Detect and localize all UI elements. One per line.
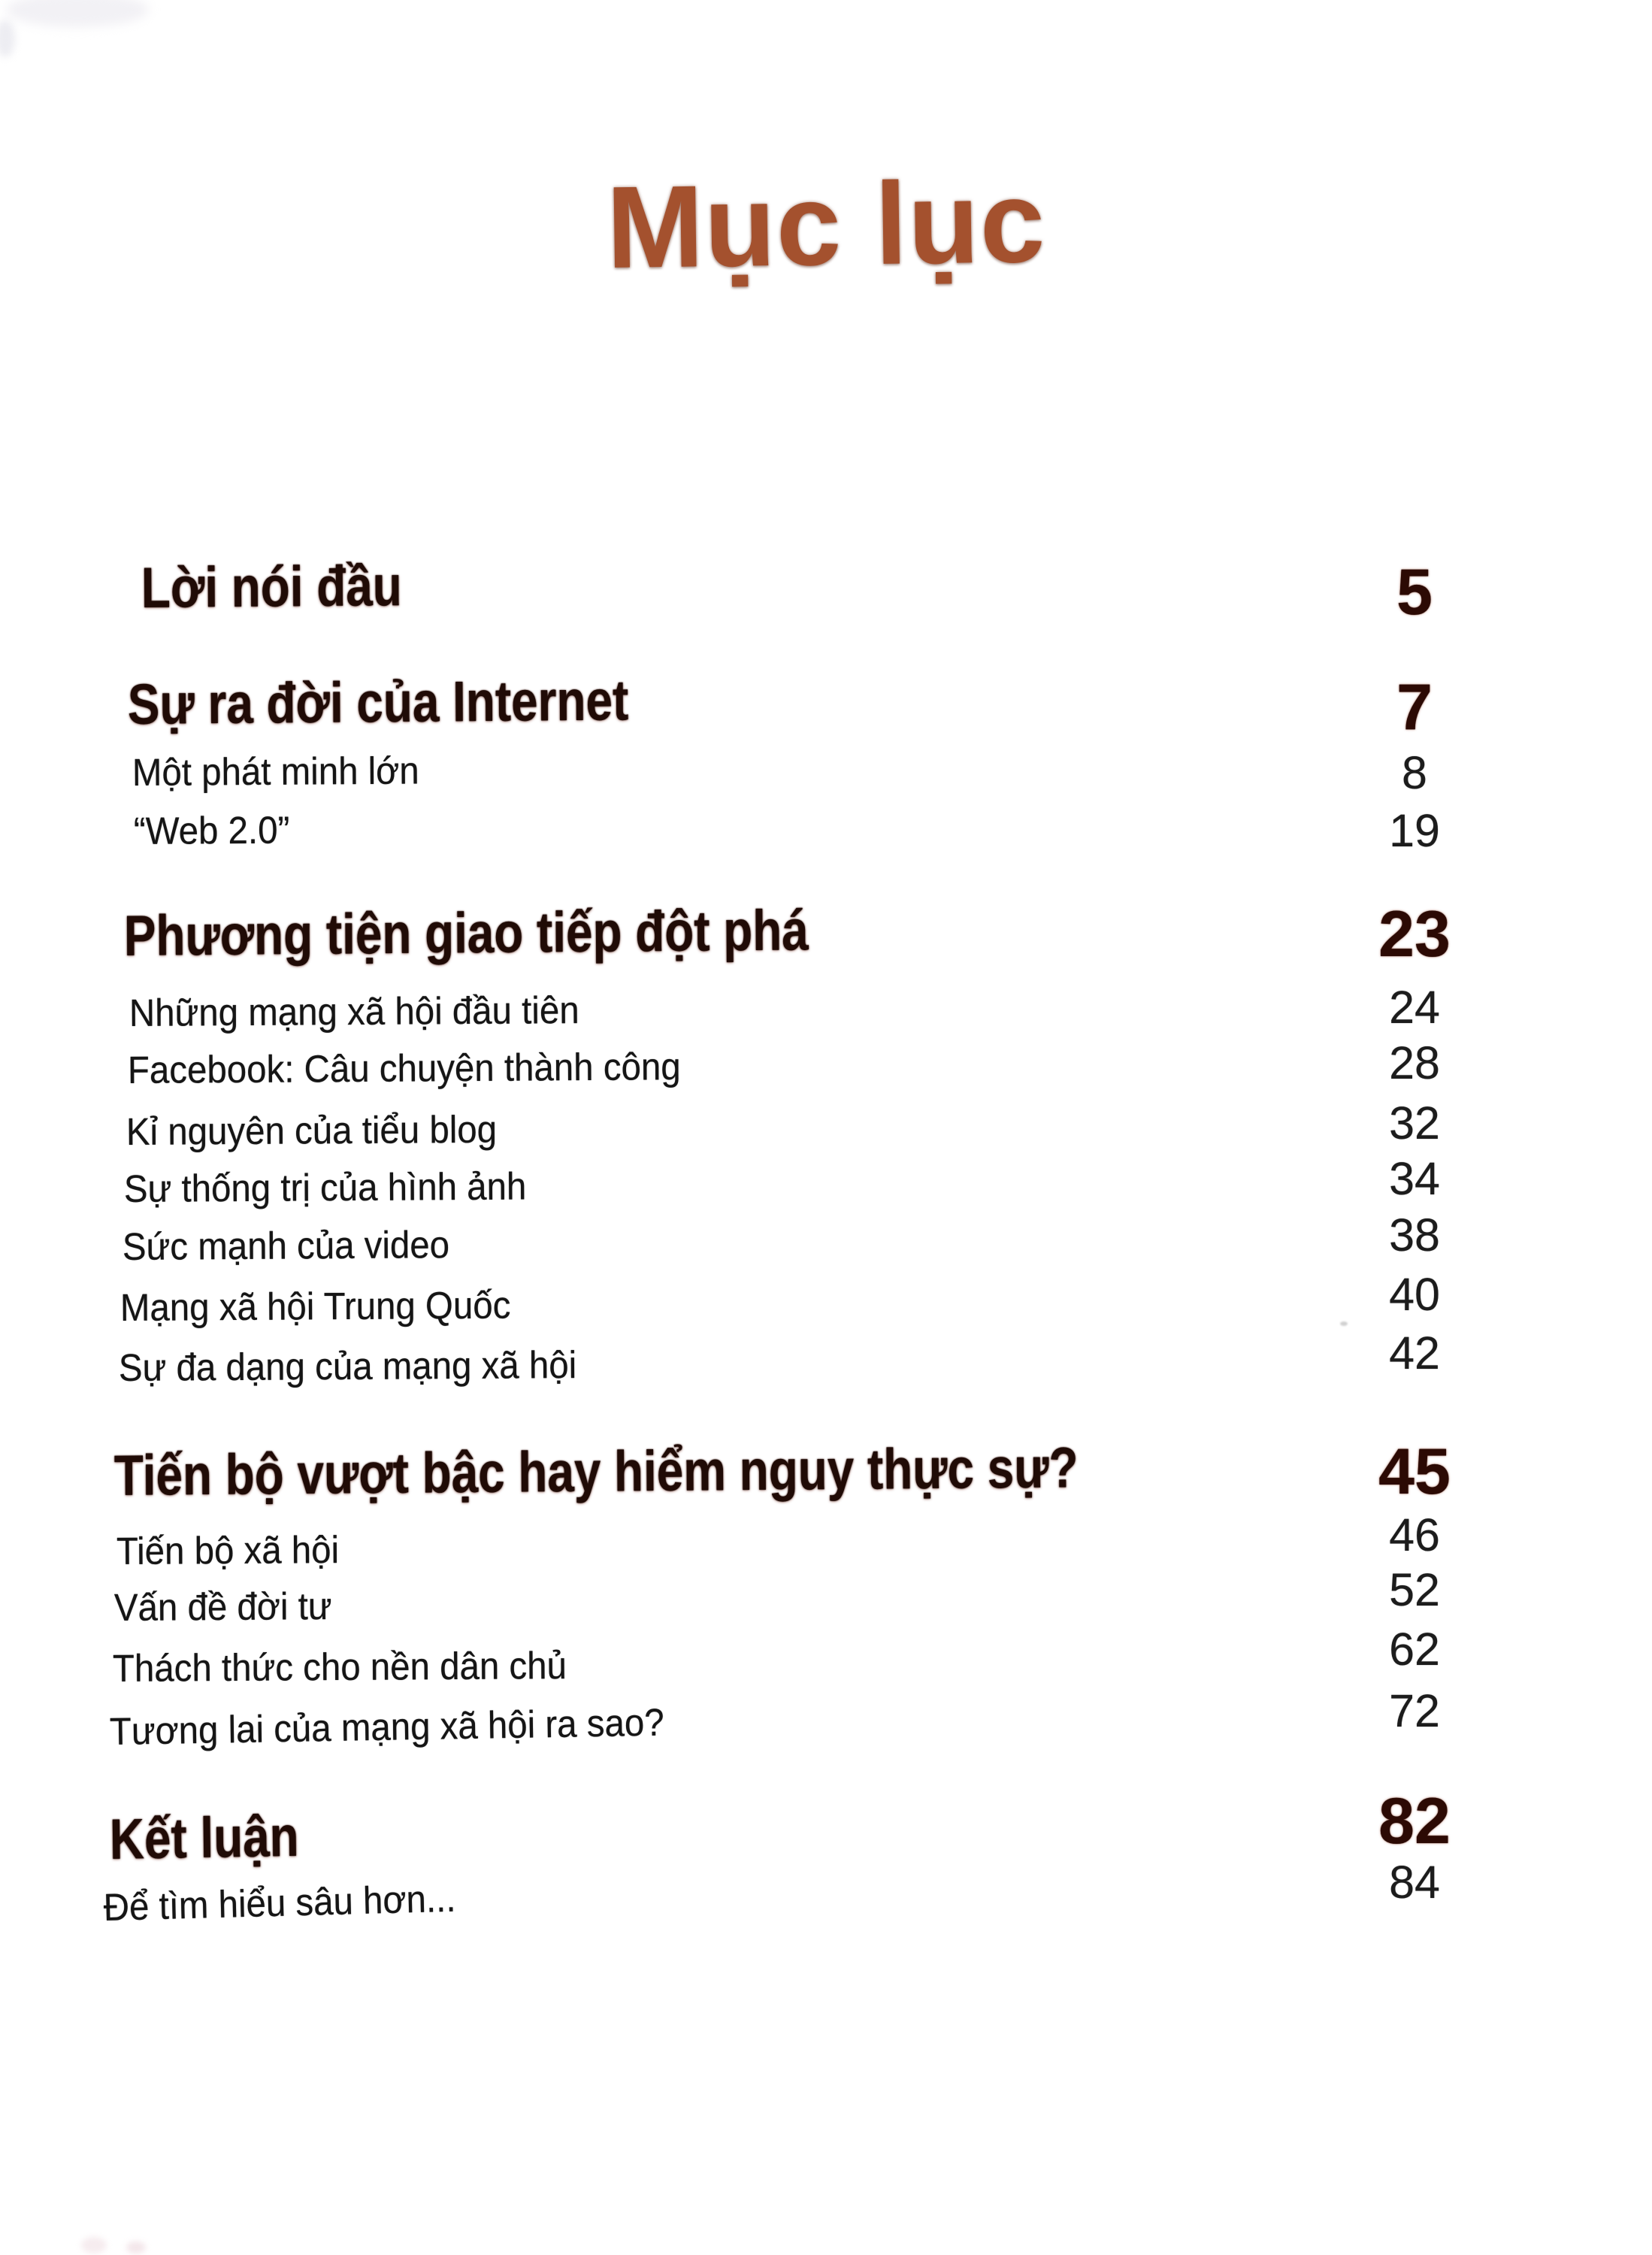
toc-entry-label: Để tìm hiểu sâu hơn...: [103, 1876, 457, 1929]
toc-entry-label: Tiến bộ xã hội: [116, 1528, 340, 1572]
scan-smudge: [6, 0, 149, 27]
toc-entry-page-number: 34: [1389, 1153, 1440, 1204]
toc-entry-label: Tiến bộ vượt bậc hay hiểm nguy thực sự?: [113, 1436, 1079, 1508]
toc-entry-label: Lời nói đầu: [141, 554, 402, 620]
toc-entry-page-number: 52: [1389, 1564, 1440, 1615]
toc-entry-label: Những mạng xã hội đầu tiên: [129, 988, 579, 1034]
toc-entry-page-number: 19: [1389, 805, 1440, 856]
toc-entry-page-number: 45: [1378, 1436, 1451, 1508]
scan-speck: [81, 2237, 107, 2253]
toc-entry-label: Phương tiện giao tiếp đột phá: [123, 898, 809, 968]
toc-entry-page-number: 32: [1389, 1097, 1440, 1149]
toc-entry-label: Vấn đề đời tư: [113, 1585, 332, 1629]
toc-entry-label: Kỉ nguyên của tiểu blog: [126, 1107, 498, 1153]
toc-entry-page-number: 84: [1389, 1857, 1440, 1908]
toc-entry-page-number: 72: [1389, 1685, 1440, 1736]
toc-entry: [0, 1685, 1652, 1795]
scan-speck: [126, 2241, 146, 2253]
toc-entry-label: Facebook: Câu chuyện thành công: [127, 1045, 681, 1091]
toc-entry-label: Kết luận: [109, 1804, 300, 1872]
toc-entry-page-number: 42: [1389, 1327, 1440, 1379]
toc-entry: [0, 805, 1652, 894]
toc-entry-label: Sự thống trị của hình ảnh: [123, 1164, 527, 1210]
toc-entry-label: Một phát minh lớn: [132, 749, 419, 794]
toc-entry: [0, 1327, 1652, 1431]
toc-entry-page-number: 24: [1389, 982, 1440, 1033]
toc-entry-page-number: 62: [1389, 1624, 1440, 1675]
toc-entry-page-number: 40: [1389, 1269, 1440, 1320]
toc-entry-page-number: 5: [1396, 556, 1433, 628]
toc-entry-label: Sự ra đời của Internet: [127, 668, 629, 737]
toc-entry-label: “Web 2.0”: [133, 808, 290, 852]
toc-entry-label: Sự đa dạng của mạng xã hội: [118, 1342, 577, 1389]
toc-entry-page-number: 82: [1378, 1785, 1451, 1857]
toc-entry-page-number: 23: [1378, 898, 1451, 970]
toc-entry-label: Thách thức cho nền dân chủ: [112, 1644, 567, 1690]
toc-entry: [0, 554, 1652, 643]
toc-entry-label: Tương lai của mạng xã hội ra sao?: [109, 1700, 664, 1753]
toc-entry: [0, 1857, 1652, 1971]
toc-entry: [0, 898, 1652, 991]
toc-entry-page-number: 46: [1389, 1509, 1440, 1560]
scan-smudge: [0, 20, 15, 57]
toc-entry-page-number: 28: [1389, 1037, 1440, 1088]
toc-entry-page-number: 7: [1396, 671, 1433, 743]
toc-entry-page-number: 38: [1389, 1209, 1440, 1261]
page-title: Mục lục: [605, 156, 1047, 293]
toc-entry-page-number: 8: [1402, 747, 1427, 798]
toc-entry-label: Sức mạnh của video: [122, 1223, 450, 1268]
toc-entry-label: Mạng xã hội Trung Quốc: [120, 1283, 511, 1329]
